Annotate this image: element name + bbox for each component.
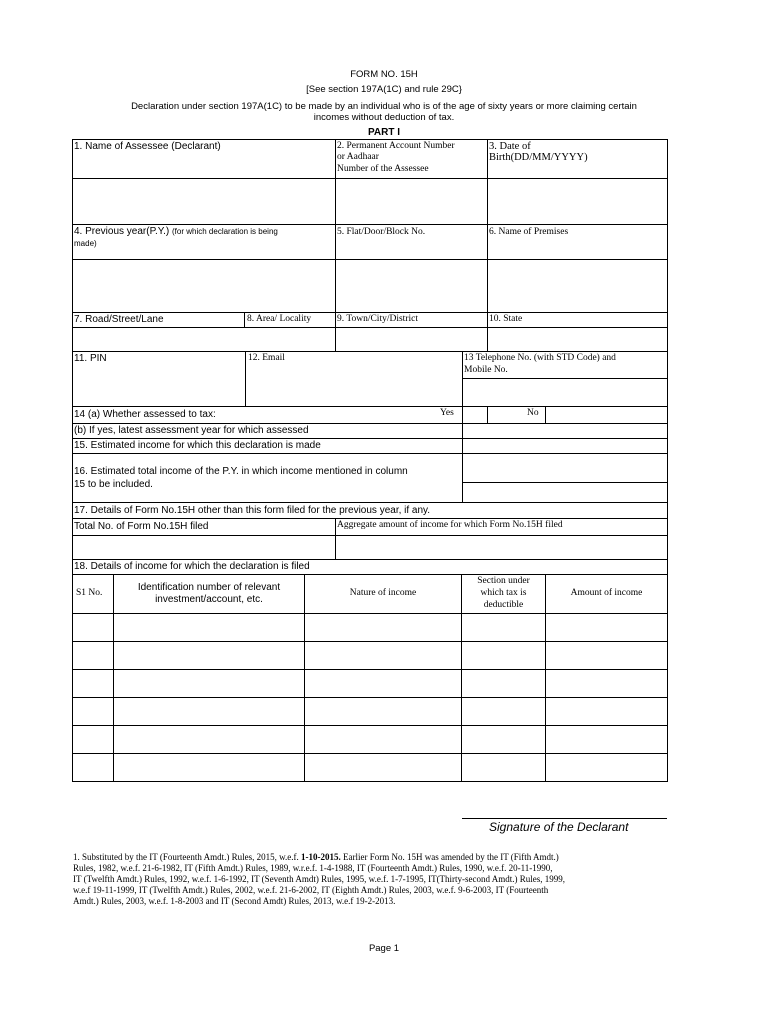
- form-number: FORM NO. 15H: [350, 69, 418, 80]
- column-section-line3: deductible: [483, 600, 524, 610]
- field-9-label: 9. Town/City/District: [337, 314, 418, 324]
- income-table-cell[interactable]: [114, 726, 304, 753]
- field-13-label-line2: Mobile No.: [464, 365, 508, 375]
- field-17-label: 17. Details of Form No.15H other than this form filed for the previous year, if any.: [74, 505, 431, 516]
- income-table-cell[interactable]: [73, 614, 113, 641]
- field-14b-label: (b) If yes, latest assessment year for which assessed: [74, 425, 309, 436]
- field-17-aggregate-label: Aggregate amount of income for which Form No.15H filed: [337, 520, 563, 530]
- yes-checkbox[interactable]: [463, 407, 487, 423]
- footnote-text-c: Earlier Form No. 15H was amended by the IT (Fifth Amdt.): [340, 852, 559, 862]
- income-table-cell[interactable]: [546, 726, 667, 753]
- income-table-cell[interactable]: [73, 670, 113, 697]
- footnote-line-4: w.e.f 19-11-1999, IT (Twelfth Amdt.) Rules, 2002, w.e.f. 21-6-2002, IT (Eighth Amdt.) Rules, 2003, w.e.f. 9-6-2003, IT (Fourteenth: [73, 885, 549, 895]
- income-table-cell[interactable]: [73, 698, 113, 725]
- income-table-cell[interactable]: [305, 642, 461, 669]
- field-4-note: (for which declaration is being: [172, 227, 278, 236]
- income-table-cell[interactable]: [305, 754, 461, 781]
- column-section-line2: which tax is: [480, 588, 527, 598]
- field-18-label: 18. Details of income for which the declaration is filed: [74, 561, 310, 572]
- premises-input[interactable]: [488, 260, 667, 312]
- income-table-cell[interactable]: [546, 642, 667, 669]
- column-amount-of-income: Amount of income: [570, 588, 643, 598]
- income-table-cell[interactable]: [114, 670, 304, 697]
- footnote-line-1: [73, 852, 673, 863]
- no-label: No: [527, 408, 539, 418]
- state-input[interactable]: [488, 328, 667, 351]
- field-16-label-line2: 15 to be included.: [74, 479, 153, 490]
- field-17-total-label: Total No. of Form No.15H filed: [74, 521, 209, 532]
- field-13-label-line1: 13 Telephone No. (with STD Code) and: [464, 353, 616, 363]
- income-table-cell[interactable]: [305, 698, 461, 725]
- income-table-cell[interactable]: [114, 754, 304, 781]
- field-16-label-line1: 16. Estimated total income of the P.Y. in which income mentioned in column: [74, 466, 408, 477]
- town-city-input[interactable]: [336, 328, 487, 351]
- pan-aadhaar-input[interactable]: [336, 179, 487, 224]
- declaration-line-2: incomes without deduction of tax.: [313, 112, 455, 123]
- assessment-year-input[interactable]: [463, 424, 667, 438]
- field-2-label-line1: 2. Permanent Account Number: [337, 141, 455, 151]
- no-checkbox[interactable]: [546, 407, 667, 423]
- yes-label: Yes: [440, 408, 454, 418]
- field-10-label: 10. State: [489, 314, 523, 324]
- column-identification-line2: investment/account, etc.: [155, 594, 263, 605]
- field-8-label: 8. Area/ Locality: [247, 314, 312, 324]
- income-table-cell[interactable]: [546, 614, 667, 641]
- footnote-bold-date: 1-10-2015.: [300, 852, 341, 862]
- income-table-cell[interactable]: [546, 698, 667, 725]
- income-table-cell[interactable]: [462, 698, 545, 725]
- income-table-cell[interactable]: [462, 754, 545, 781]
- income-table-cell[interactable]: [114, 642, 304, 669]
- column-identification-line1: Identification number of relevant: [137, 582, 281, 593]
- footnote-line-2: Rules, 1982, w.e.f. 21-6-1982, IT (Fifth Amdt.) Rules, 1989, w.r.e.f. 1-4-1988, IT (Fourteenth Amdt.) Rules, 1990, w.e.f. 20-11-1990,: [73, 863, 553, 873]
- income-table-cell[interactable]: [462, 726, 545, 753]
- page-number: Page 1: [368, 943, 400, 954]
- field-12-label: 12. Email: [248, 353, 285, 363]
- income-table-cell[interactable]: [462, 614, 545, 641]
- field-5-label: 5. Flat/Door/Block No.: [337, 227, 426, 237]
- field-4-main: 4. Previous year(P.Y.): [74, 226, 170, 237]
- email-input[interactable]: [246, 379, 462, 406]
- field-11-label: 11. PIN: [74, 353, 107, 364]
- flat-door-input[interactable]: [336, 260, 487, 312]
- estimated-income-input[interactable]: [463, 439, 667, 453]
- income-table-cell[interactable]: [305, 614, 461, 641]
- total-forms-input[interactable]: [73, 536, 335, 559]
- aggregate-amount-input[interactable]: [336, 536, 667, 559]
- income-table-cell[interactable]: [114, 698, 304, 725]
- pin-input[interactable]: [73, 379, 245, 406]
- column-section-line1: Section under: [477, 576, 530, 586]
- field-15-label: 15. Estimated income for which this declaration is made: [74, 440, 321, 451]
- income-table-cell[interactable]: [73, 642, 113, 669]
- column-sl-no: S1 No.: [76, 588, 103, 598]
- field-4-label: [74, 226, 278, 238]
- income-table-cell[interactable]: [546, 754, 667, 781]
- income-table-cell[interactable]: [73, 754, 113, 781]
- declaration-line-1: Declaration under section 197A(1C) to be made by an individual who is of the age of sixty years or more claiming certain: [131, 101, 637, 112]
- income-table-cell[interactable]: [462, 670, 545, 697]
- footnote-text-a: 1. Substituted by the IT (Fourteenth Amdt.) Rules, 2015, w.e.f.: [73, 852, 301, 862]
- previous-year-input[interactable]: [73, 260, 335, 312]
- income-table-cell[interactable]: [462, 642, 545, 669]
- road-locality-input[interactable]: [73, 328, 335, 351]
- income-table-cell[interactable]: [546, 670, 667, 697]
- column-nature-of-income: Nature of income: [349, 588, 417, 598]
- field-7-label: 7. Road/Street/Lane: [74, 314, 164, 325]
- income-table-cell[interactable]: [73, 726, 113, 753]
- field-3-label-line2: Birth(DD/MM/YYYY): [489, 152, 588, 163]
- signature-label: Signature of the Declarant: [489, 820, 629, 834]
- assessee-name-input[interactable]: [73, 179, 335, 224]
- field-2-label-line2: or Aadhaar: [337, 152, 379, 162]
- date-of-birth-input[interactable]: [488, 179, 667, 224]
- income-table-cell[interactable]: [114, 614, 304, 641]
- income-table-cell[interactable]: [305, 726, 461, 753]
- income-table-cell[interactable]: [305, 670, 461, 697]
- field-2-label-line3: Number of the Assessee: [337, 164, 429, 174]
- signature-line: [462, 818, 667, 819]
- telephone-input[interactable]: [463, 379, 667, 406]
- field-3-label-line1: 3. Date of: [489, 141, 531, 152]
- field-14a-label: 14 (a) Whether assessed to tax:: [74, 409, 216, 420]
- estimated-total-income-input[interactable]: [463, 454, 667, 482]
- field-6-label: 6. Name of Premises: [489, 227, 569, 237]
- field-4-label-line2: made): [74, 239, 97, 248]
- footnote-line-3: IT (Twelfth Amdt.) Rules, 1992, w.e.f. 1-6-1992, IT (Seventh Amdt) Rules, 1995, w.e.f. 1-7-1995, IT(Thirty-second Amdt.) Rules, 1999,: [73, 874, 566, 884]
- section-reference: [See section 197A(1C) and rule 29C}: [306, 84, 462, 95]
- field-1-label: 1. Name of Assessee (Declarant): [74, 141, 221, 152]
- part-heading: PART I: [367, 127, 401, 138]
- footnote-line-5: Amdt.) Rules, 2003, w.e.f. 1-8-2003 and IT (Second Amdt) Rules, 2013, w.e.f 19-2-2013.: [73, 896, 396, 906]
